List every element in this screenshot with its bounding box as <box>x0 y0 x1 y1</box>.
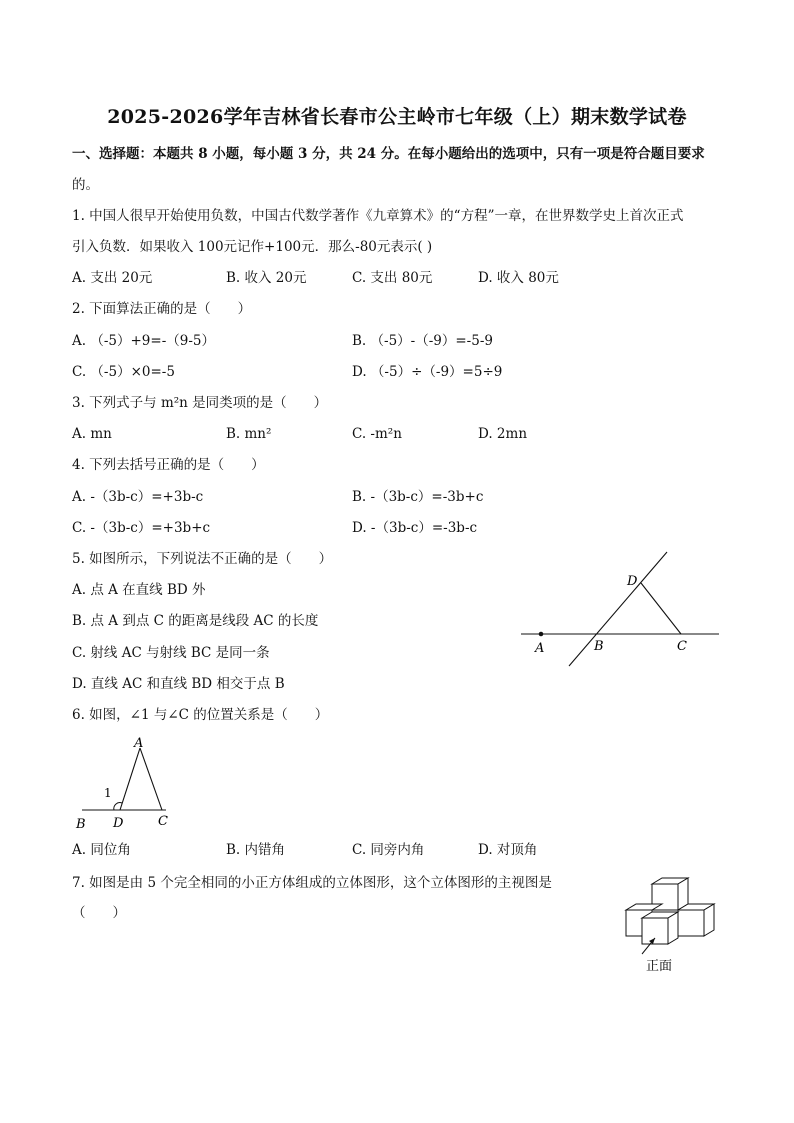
side-da <box>120 748 140 810</box>
q6-option-b[interactable]: B. 内错角 <box>226 842 286 858</box>
q6-option-c[interactable]: C. 同旁内角 <box>352 842 425 858</box>
q6-figure <box>70 733 180 833</box>
page-title: 2025-2026学年吉林省长春市公主岭市七年级（上）期末数学试卷 <box>107 106 687 128</box>
q3-option-b[interactable]: B. mn² <box>226 426 272 442</box>
segment-dc <box>641 583 681 634</box>
q2-option-a[interactable]: A. （-5）+9=-（9-5） <box>72 333 215 349</box>
label-b: B <box>594 639 604 654</box>
q2-stem: 2. 下面算法正确的是（ ） <box>72 301 252 317</box>
label-d: D <box>627 574 638 589</box>
q1-stem-line1: 1. 中国人很早开始使用负数，中国古代数学著作《九章算术》的“方程”一章，在世界数学史上首次正式 <box>72 208 684 224</box>
q6-option-d[interactable]: D. 对顶角 <box>478 842 538 858</box>
q1-option-a[interactable]: A. 支出 20元 <box>72 270 153 286</box>
label-d: D <box>113 816 124 831</box>
side-ac <box>140 748 162 810</box>
q5-option-d[interactable]: D. 直线 AC 和直线 BD 相交于点 B <box>72 676 285 692</box>
front-cube-side-face <box>668 912 678 944</box>
q3-option-a[interactable]: A. mn <box>72 426 112 442</box>
section-heading-line2: 的。 <box>72 177 99 193</box>
right-cube-front-face <box>678 910 704 936</box>
q1-option-c[interactable]: C. 支出 80元 <box>352 270 433 286</box>
label-c: C <box>158 814 168 829</box>
front-cube-front-face <box>642 918 668 944</box>
q3-option-d[interactable]: D. 2mn <box>478 426 528 442</box>
q5-option-b[interactable]: B. 点 A 到点 C 的距离是线段 AC 的长度 <box>72 613 319 629</box>
label-angle-1: 1 <box>104 786 112 800</box>
q5-option-a[interactable]: A. 点 A 在直线 BD 外 <box>72 582 206 598</box>
q2-option-b[interactable]: B. （-5）-（-9）=-5-9 <box>352 333 493 349</box>
q3-stem: 3. 下列式子与 m²n 是同类项的是（ ） <box>72 395 328 411</box>
q1-stem-line2: 引入负数．如果收入 100元记作+100元．那么-80元表示( ) <box>72 239 433 255</box>
q6-stem: 6. 如图，∠1 与∠C 的位置关系是（ ） <box>72 707 329 723</box>
right-cube-side-face <box>704 904 714 936</box>
q4-stem: 4. 下列去括号正确的是（ ） <box>72 457 265 473</box>
q7-stem-line1: 7. 如图是由 5 个完全相同的小正方体组成的立体图形，这个立体图形的主视图是 <box>72 875 552 891</box>
q1-option-b[interactable]: B. 收入 20元 <box>226 270 307 286</box>
q5-stem: 5. 如图所示，下列说法不正确的是（ ） <box>72 551 333 567</box>
q1-option-d[interactable]: D. 收入 80元 <box>478 270 559 286</box>
q3-option-c[interactable]: C. -m²n <box>352 426 402 442</box>
label-c: C <box>677 639 687 654</box>
front-view-label: 正面 <box>646 959 673 974</box>
q2-option-d[interactable]: D. （-5）÷（-9）=5÷9 <box>352 364 503 380</box>
label-b: B <box>76 817 86 832</box>
q5-figure <box>515 548 725 673</box>
q5-option-c[interactable]: C. 射线 AC 与射线 BC 是同一条 <box>72 645 270 661</box>
q4-option-b[interactable]: B. -（3b-c）=-3b+c <box>352 489 484 505</box>
label-a: A <box>535 641 545 656</box>
q6-option-a[interactable]: A. 同位角 <box>72 842 131 858</box>
q2-option-c[interactable]: C. （-5）×0=-5 <box>72 364 175 380</box>
label-a: A <box>134 736 144 751</box>
point-a <box>539 632 544 637</box>
q4-option-c[interactable]: C. -（3b-c）=+3b+c <box>72 520 211 536</box>
section-heading-line1: 一、选择题：本题共 8 小题，每小题 3 分，共 24 分。在每小题给出的选项中，只有一项是符合题目要求 <box>72 146 705 162</box>
line-bd <box>569 552 667 666</box>
q4-option-d[interactable]: D. -（3b-c）=-3b-c <box>352 520 478 536</box>
q7-cube-figure <box>622 874 726 976</box>
q4-option-a[interactable]: A. -（3b-c）=+3b-c <box>72 489 204 505</box>
q7-stem-line2: （ ） <box>72 905 126 921</box>
